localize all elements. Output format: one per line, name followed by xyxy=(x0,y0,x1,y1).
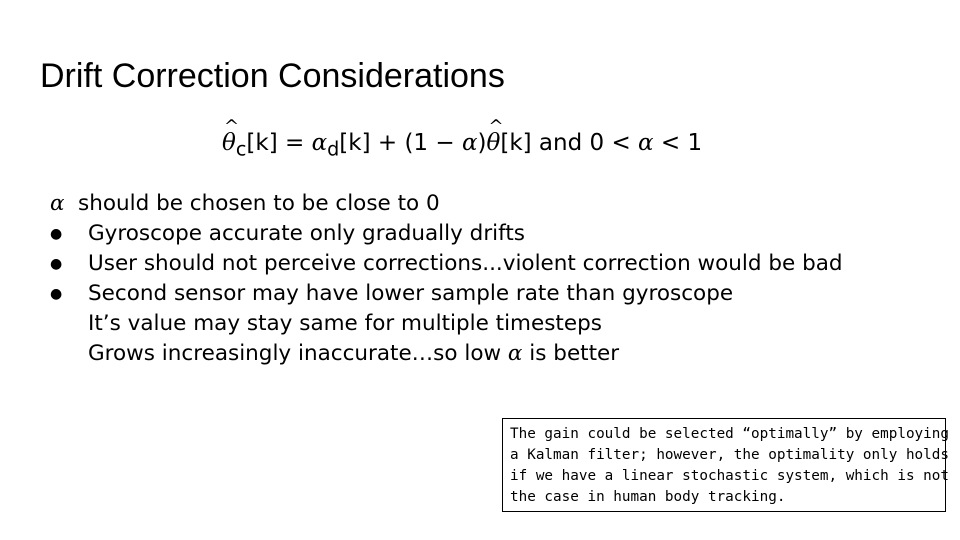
kalman-note-box xyxy=(502,418,949,512)
index-k: [k] xyxy=(500,130,532,156)
index-k: [k] xyxy=(339,130,371,156)
bullet-text: It’s value may stay same for multiple timesteps xyxy=(88,311,602,336)
note-line: the case in human body tracking. xyxy=(510,489,786,505)
subscript-d: d xyxy=(327,137,340,161)
slide-title: Drift Correction Considerations xyxy=(40,57,505,95)
bullet-text: Gyroscope accurate only gradually drifts xyxy=(88,221,525,246)
note-line: The gain could be selected “optimally” by employing xyxy=(510,426,949,442)
equals-sign: = xyxy=(277,130,312,156)
upper-bound: < 1 xyxy=(653,130,703,156)
bullet-text: should be chosen to be close to 0 xyxy=(78,191,440,216)
alpha-symbol: α xyxy=(638,130,654,156)
bullet-dot-icon: ● xyxy=(50,256,63,272)
text-after-alpha: is better xyxy=(522,341,620,366)
alpha-marker: α xyxy=(50,191,65,216)
note-line: a Kalman filter; however, the optimality only holds xyxy=(510,447,949,463)
drift-correction-equation xyxy=(222,124,702,169)
subscript-c: c xyxy=(235,137,247,161)
text-before-alpha: Grows increasingly inaccurate…so low xyxy=(88,341,508,366)
close-paren: ) xyxy=(477,130,487,156)
bullet-text: Second sensor may have lower sample rate than gyroscope xyxy=(88,281,734,306)
alpha-symbol: α xyxy=(507,341,523,366)
note-line: if we have a linear stochastic system, which is not xyxy=(510,468,949,484)
bullet-text: User should not perceive corrections...violent correction would be bad xyxy=(88,251,843,276)
bullet-dot-icon: ● xyxy=(50,286,63,302)
alpha-symbol: α xyxy=(461,130,478,156)
index-k: [k] xyxy=(246,130,278,156)
and-condition: and 0 < xyxy=(531,130,639,156)
theta-hat-symbol: ^ θ xyxy=(487,124,501,162)
alpha-d-symbol: α xyxy=(311,130,328,156)
theta-hat-symbol: ^ θ xyxy=(222,124,236,162)
bullet-text xyxy=(88,339,619,369)
plus-term: + (1 − xyxy=(370,130,462,156)
bullet-dot-icon: ● xyxy=(50,226,63,242)
